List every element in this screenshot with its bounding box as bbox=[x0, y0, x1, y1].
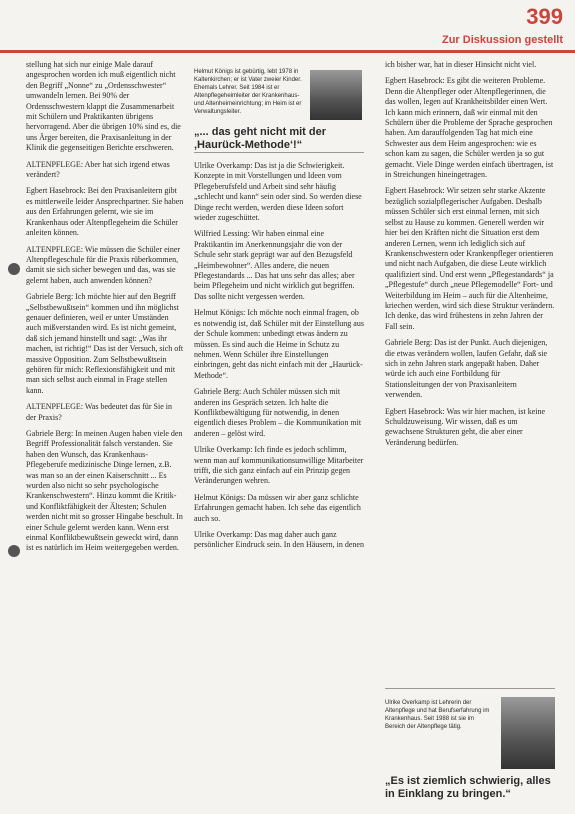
punch-hole bbox=[8, 545, 20, 557]
portrait-caption: Helmut Königs ist gebürtig, lebt 1978 in Kaltenkirchen; er ist Vater zweier Kinder. Ehemals Lehrer. Seit 1984 ist er Altenpflegeheimleiter der Krankenhaus- und Altenheimeinrichtung; im Heim ist er Verwaltungsleiter. bbox=[194, 69, 302, 115]
paragraph: Ulrike Overkamp: Das ist ja die Schwierigkeit. Konzepte in mit Vorstellungen und Ideen vom Pflegeberufsfeld und Arbeit sind sehr häufig „schlecht und kann“ sein oder sind. So werden diese Dinge recht werden, werden diese Ideen sofort wieder zugeschüttet. bbox=[194, 161, 362, 223]
portrait-caption: Ulrike Overkamp ist Lehrerin der Altenpflege und hat Berufserfahrung im Krankenhaus. Seit 1988 ist sie im Bereich der Altenpflege tätig. bbox=[385, 700, 490, 730]
paragraph: ich bisher war, hat in dieser Hinsicht nicht viel. bbox=[385, 60, 537, 69]
paragraph: Helmut Königs: Da müssen wir aber ganz schlichte Erfahrungen gemacht haben. Ich sehe das eigentlich auch so. bbox=[194, 492, 361, 523]
paragraph: ALTENPFLEGE: Was bedeutet das für Sie in der Praxis? bbox=[26, 402, 173, 422]
page-number: 399 bbox=[526, 4, 563, 29]
paragraph: Egbert Hasebrock: Bei den Praxisanleitern gibt es mittlerweile leider Ansprechpartner. Sie haben aus den Erfahrungen gelernt, wie sie im Krankenhaus oder Altenpflegeheim die Schüler anleiten können. bbox=[26, 186, 184, 238]
paragraph: Gabriele Berg: Auch Schüler müssen sich mit anderen ins Gespräch setzen. Ich halte die Konfliktbewältigung für notwendig, in denen eigentlich dieses Problem – die Kommunikation mit anderen – gelöst wird. bbox=[194, 387, 362, 438]
paragraph: Gabriele Berg: Das ist der Punkt. Auch diejenigen, die etwas verändern wollen, laufen Gefahr, daß sie sich in zehn Jahren stark angepaßt haben. Daher würde ich auch eine Fortbildung für Stationsleitungen der von Praxisanleitern verwenden. bbox=[385, 338, 548, 400]
paragraph: Egbert Hasebrock: Was wir hier machen, ist keine Schuldzuweisung. Wir wissen, daß es um gewachsene Strukturen geht, die aber einer Veränderung bedürfen. bbox=[385, 406, 546, 447]
pull-quote: „... das geht nicht mit der ‚Haurück-Methode‘!“ bbox=[194, 126, 327, 151]
column-left bbox=[26, 60, 184, 560]
portrait-box bbox=[385, 688, 555, 814]
section-title: Zur Diskussion gestellt bbox=[441, 34, 563, 46]
paragraph: ALTENPFLEGE: Aber hat sich irgend etwas verändert? bbox=[26, 159, 170, 180]
paragraph: Helmut Königs: Ich möchte noch einmal fragen, ob es notwendig ist, daß Schüler mit der Einstellung aus der Schule kommen: unbedingt etwas ändern zu müssen. Es sind auch die Heime in Schutz zu nehmen. Wenn Schüler ihre Einstellungen einbringen, geht das nicht einfach mit der „Haurück-Methode“. bbox=[194, 308, 364, 380]
paragraph: Ulrike Overkamp: Das mag daher auch ganz persönlicher Eindruck sein. In den Häusern, in denen bbox=[194, 530, 364, 550]
header-rule bbox=[0, 50, 575, 53]
paragraph: Egbert Hasebrock: Wir setzen sehr starke Akzente bezüglich sozialpflegerischer Aufgaben. Deshalb müssen Schüler sich erst einmal lernen, mit sich selbst zu Hause zu kommen. Generell werden wir hier bei den Kräften nicht die Situation erst dem anderen Lernen, wenn ich lediglich sich auf Krankenschwestern oder Krankenpfleger orientieren und nicht nach Aufgaben, die diese Leute wirklich qualifiziert sind. Und erst wenn „Pflegestandards“ ja „Pflegestufe“ durch „neue Pflegemodelle“ Fort- und Weiterbildung im Heim – auch für die Altenheime, kriechen werden, wird sich diese Struktur verändern. Ich denke, das wird frühestens in zehn Jahren der Fall sein. bbox=[385, 186, 555, 331]
pull-quote: „Es ist ziemlich schwierig, alles in Einklang zu bringen.“ bbox=[385, 775, 551, 800]
punch-hole bbox=[8, 263, 20, 275]
column-right bbox=[385, 60, 555, 800]
portrait-box bbox=[194, 60, 364, 153]
paragraph: Egbert Hasebrock: Es gibt die weiteren Probleme. Denn die Altenpfleger oder Altenpflegerinnen, die das wollen, legen auf Krankheitsbilder einen Wert. Ich kann mich erinnern, daß wir einmal mit den Schülern über die Probleme der Sprache gesprochen haben. Am darauffolgenden Tag hat mich eine Schwester aus dem Heim angesprochen: wie es schon kam zu sagen, die Schüler werden ja so gut gemacht. Viele Dinge werden einfach übertragen, ist in Streichungen hineingetragen. bbox=[385, 76, 554, 180]
paragraph: Gabriele Berg: In meinen Augen haben viele den Begriff Professionalität falsch verstanden. Sie haben den Wunsch, das Krankenhaus-Pflegeberufe medizinische Dinge lernen, z.B. was man so an der einen Kaiserschnitt ... Es wurden also nicht so sehr psychologische Krankenschwestern“. Hinzu kommt die Kritik- und Konfliktfähigkeit der Ältesten; Schulen werden nicht mit so grosser Hingabe beschult. In einer Schule gelernt werden kann. Wenn erst einmal Konfliktbewußtsein geweckt wird, dann ist es natürlich im Heim weitergegeben werden. bbox=[26, 429, 183, 553]
paragraph: stellung hat sich nur einige Male darauf angesprochen worden ich muß eigentlich nicht den Begriff „Nonne“ zu „Ordensschwester“ umwandeln lernen. Bei 90% der Ordensschwestern klappt die Zusammenarbeit mit Schülern und Praktikanten übrigens hervorragend. Aber die übrigen 10% sind es, die uns Ärger bereiten, die Praxisanleitung in der Klinik die gegenseitigen Berichte erschweren. bbox=[26, 60, 181, 153]
paragraph: ALTENPFLEGE: Wie müssen die Schüler einer Altenpflegeschule für die Praxis rüberkommen, damit sie sich sicher bewegen und das, was sie gelernt haben, auch anwenden können? bbox=[26, 244, 181, 285]
portrait-photo bbox=[501, 697, 555, 769]
paragraph: Ulrike Overkamp: Ich finde es jedoch schlimm, wenn man auf kommunikationsunwillige Mitarbeiter trifft, die sich ganz einfach auf ein Prinzip gegen Veränderungen wehren. bbox=[194, 445, 364, 486]
paragraph: Wilfried Lessing: Wir haben einmal eine Praktikantin im Anerkennungsjahr die von der Schule sehr stark geprägt war auf den Bezugsfeld „Heimbewohner“. Alles andere, die neuen Pflegestandards ... Das hat uns sehr das alles; aber beim Pflegeheim und nicht wirklich gut begriffen. Das sollte nicht vergessen werden. bbox=[194, 229, 355, 301]
paragraph: Gabriele Berg: Ich möchte hier auf den Begriff „Selbstbewußtsein“ kommen und ihn möglichst genauer definieren, weil er unter Umständen auch mißverstanden wird. Es ist nicht gemeint, daß sich jemand hinstellt und sagt: „Was ihr machen, ist richtig!“ Das ist der Versuch, sich oft massive Opposition. Zum Selbstbewußtsein gehören für mich: Reflexionsfähigkeit und mit man sich selbst auch einmal in Frage stellen kann. bbox=[26, 292, 184, 395]
portrait-photo bbox=[310, 70, 362, 120]
column-middle bbox=[194, 60, 364, 557]
